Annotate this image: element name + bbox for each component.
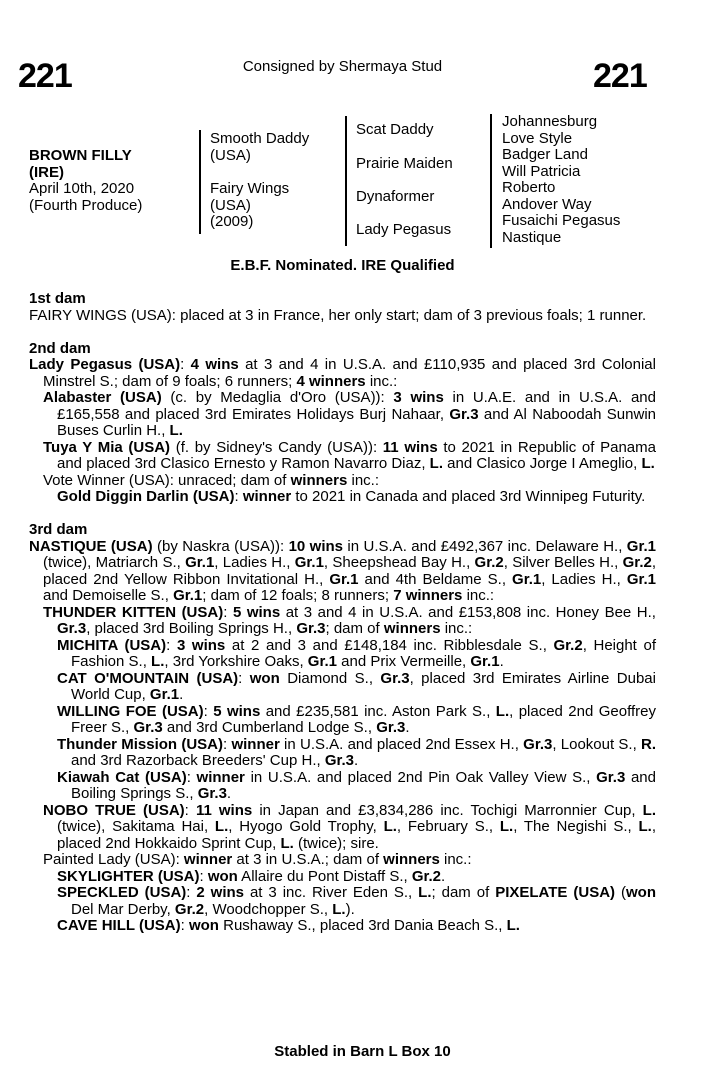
emphasis-text: won	[249, 669, 280, 687]
emphasis-text: Gold Diggin Darlin (USA)	[57, 488, 235, 505]
emphasis-text: won	[207, 867, 238, 885]
emphasis-text: 4 wins	[190, 356, 239, 373]
entry-text: ).	[345, 900, 355, 918]
emphasis-text: Gr.3	[380, 669, 410, 687]
entry-text: ; dam of	[325, 620, 384, 637]
entry-text: inc.:	[347, 471, 379, 489]
emphasis-text: SPECKLED (USA)	[57, 884, 187, 901]
gen2-name: Scat Daddy	[356, 121, 434, 138]
emphasis-text: L.	[506, 917, 520, 934]
entry-text: inc.:	[440, 620, 473, 637]
family-entry	[43, 473, 656, 490]
dam-section-heading: 3rd dam	[29, 521, 88, 538]
entry-text: (c. by Medaglia d'Oro (USA)):	[161, 389, 394, 406]
family-entry	[57, 704, 656, 737]
emphasis-text: L.	[499, 818, 514, 835]
pedigree-divider-3	[490, 114, 492, 248]
emphasis-text: L.	[495, 702, 510, 720]
emphasis-text: Gr.2	[622, 554, 652, 571]
emphasis-text: Gr.2	[553, 636, 583, 654]
emphasis-text: Gr.3	[197, 785, 227, 802]
emphasis-text: CAT O'MOUNTAIN (USA)	[57, 669, 239, 687]
emphasis-text: winners	[383, 620, 441, 637]
entry-text: and Demoiselle S.,	[43, 587, 174, 604]
entry-text: :	[234, 488, 243, 505]
emphasis-text: 5 wins	[232, 603, 281, 621]
entry-text: :	[199, 867, 208, 885]
emphasis-text: Gr.3	[376, 719, 406, 736]
emphasis-text: NOBO TRUE (USA)	[43, 801, 185, 819]
entry-text: :	[238, 669, 250, 687]
horse-name: BROWN FILLY	[29, 147, 132, 164]
family-entry	[57, 885, 656, 918]
entry-text: to 2021 in Canada and placed 3rd Winnipeg Futurity.	[291, 488, 646, 505]
entry-text: at 3 in U.S.A.; dam of	[232, 851, 384, 868]
entry-text: at 3 and 4 in U.S.A. and £110,935 and placed 3rd Colonial Minstrel S.; dam of 9 foals; 6 runners;	[43, 356, 656, 390]
emphasis-text: THUNDER KITTEN (USA)	[43, 603, 224, 621]
gen2-name: Prairie Maiden	[356, 155, 453, 172]
entry-text: :	[184, 801, 196, 819]
entry-text: FAIRY WINGS (USA): placed at 3 in France, her only start; dam of 3 previous foals; 1 runner.	[29, 306, 647, 324]
entry-text: inc.:	[462, 587, 495, 604]
family-entry	[43, 803, 656, 853]
entry-text: , The Negishi S.,	[513, 818, 639, 835]
entry-text: Rushaway S., placed 3rd Dania Beach S.,	[218, 917, 507, 934]
dam-name: Fairy Wings	[210, 180, 290, 197]
emphasis-text: R.	[641, 735, 657, 753]
emphasis-text: L.	[169, 422, 183, 439]
entry-text: , Ladies H.,	[541, 570, 627, 588]
entry-text: , placed 3rd Boiling Springs H.,	[86, 620, 297, 637]
emphasis-text: WILLING FOE (USA)	[57, 702, 204, 720]
entry-text: and 4th Beldame S.,	[358, 570, 513, 588]
family-entry	[43, 605, 656, 638]
emphasis-text: L.	[151, 653, 165, 670]
entry-text: and £235,581 inc. Aston Park S.,	[260, 702, 496, 720]
entry-text: :	[166, 636, 177, 654]
emphasis-text: L.	[332, 900, 346, 918]
emphasis-text: MICHITA (USA)	[57, 636, 167, 654]
family-entry	[57, 671, 656, 704]
entry-text: , Lookout S.,	[552, 735, 642, 753]
entry-text: , Sheepshead Bay H.,	[323, 554, 475, 571]
family-text	[29, 291, 656, 935]
entry-text: , placed 3rd Emirates Airline Dubai World Cup,	[71, 669, 656, 703]
gen3-name: Roberto	[502, 179, 556, 196]
emphasis-text: 7 winners	[393, 587, 463, 604]
consignor: Consigned by Shermaya Stud	[242, 58, 443, 75]
emphasis-text: Gr.3	[523, 735, 553, 753]
emphasis-text: SKYLIGHTER (USA)	[57, 867, 200, 885]
emphasis-text: won	[625, 884, 656, 901]
horse-country: (IRE)	[29, 163, 64, 181]
emphasis-text: Gr.1	[329, 570, 359, 588]
entry-text: , Silver Belles H.,	[503, 554, 623, 571]
family-entry	[57, 869, 656, 886]
emphasis-text: Gr.2	[474, 554, 504, 571]
emphasis-text: Gr.1	[626, 537, 656, 555]
gen3-name: Nastique	[502, 228, 562, 246]
entry-text: , Height of Fashion S.,	[71, 636, 656, 670]
section-gap	[29, 324, 656, 341]
emphasis-text: L.	[383, 818, 397, 835]
entry-text: .	[441, 867, 446, 885]
emphasis-text: 3 wins	[176, 636, 226, 654]
family-entry	[29, 357, 656, 390]
foaling-date: April 10th, 2020	[29, 180, 135, 197]
emphasis-text: PIXELATE (USA)	[495, 884, 616, 901]
emphasis-text: 3 wins	[393, 389, 444, 406]
ebf-status: E.B.F. Nominated. IRE Qualified	[230, 257, 455, 274]
entry-text: :	[203, 702, 214, 720]
emphasis-text: 2 wins	[196, 884, 245, 901]
entry-text: .	[226, 785, 232, 802]
pedigree-divider-2	[345, 116, 347, 246]
entry-text: (by Naskra (USA)):	[152, 537, 289, 555]
entry-text: in U.A.E. and in U.S.A. and £165,558 and placed 3rd Emirates Holidays Burj Nahaar,	[57, 389, 656, 423]
produce-note: (Fourth Produce)	[29, 196, 143, 214]
emphasis-text: 10 wins	[288, 537, 344, 555]
pedigree-divider-1	[199, 130, 201, 234]
emphasis-text: Gr.1	[307, 653, 337, 670]
family-entry	[43, 852, 656, 869]
dam-year: (2009)	[210, 213, 254, 230]
emphasis-text: L.	[641, 455, 655, 472]
entry-text: :	[186, 884, 197, 901]
entry-text: and Al Naboodah Sunwin Buses Curlin H.,	[57, 405, 656, 439]
entry-text: .	[499, 653, 504, 670]
gen2-name: Dynaformer	[356, 188, 435, 205]
entry-text: Allaire du Pont Distaff S.,	[237, 867, 412, 885]
entry-text: at 3 and 4 in U.S.A. and £153,808 inc. Honey Bee H.,	[280, 603, 656, 621]
emphasis-text: Gr.3	[596, 768, 626, 786]
horse-summary	[29, 148, 142, 214]
emphasis-text: L.	[280, 834, 294, 852]
entry-text: and Clasico Jorge I Ameglio,	[443, 455, 642, 472]
dam-country: (USA)	[210, 196, 251, 214]
entry-text: , placed 2nd Geoffrey Freer S.,	[71, 702, 656, 736]
emphasis-text: Gr.1	[626, 570, 657, 588]
dam-section-heading: 2nd dam	[29, 339, 91, 357]
family-entry	[57, 918, 656, 935]
emphasis-text: NASTIQUE (USA)	[29, 537, 153, 555]
family-entry	[29, 308, 656, 325]
entry-text: , placed 2nd Hokkaido Sprint Cup,	[57, 818, 656, 852]
entry-text: :	[180, 356, 191, 373]
family-entry	[57, 770, 656, 803]
entry-text: ; dam of 12 foals; 8 runners;	[202, 587, 394, 604]
emphasis-text: Gr.1	[470, 653, 500, 670]
family-entry	[43, 390, 656, 440]
gen3-name: Badger Land	[502, 146, 588, 163]
entry-text: inc.:	[439, 851, 472, 868]
emphasis-text: CAVE HILL (USA)	[57, 917, 181, 934]
entry-text: and 3rd Cumberland Lodge S.,	[162, 719, 377, 736]
entry-text: inc.:	[365, 372, 398, 390]
emphasis-text: Gr.3	[324, 752, 355, 769]
entry-text: , 3rd Yorkshire Oaks,	[164, 653, 308, 670]
entry-text: Painted Lady (USA):	[43, 851, 184, 868]
emphasis-text: Gr.1	[294, 554, 324, 571]
family-entry	[57, 638, 656, 671]
emphasis-text: Lady Pegasus (USA)	[29, 356, 181, 373]
emphasis-text: Gr.3	[57, 620, 87, 637]
entry-text: (twice), Matriarch S.,	[43, 554, 186, 571]
emphasis-text: L.	[642, 801, 656, 819]
emphasis-text: L.	[418, 884, 432, 901]
emphasis-text: Gr.1	[173, 587, 203, 604]
entry-text: ; dam of	[431, 884, 496, 901]
emphasis-text: L.	[429, 455, 444, 472]
entry-text: and 3rd Razorback Breeders' Cup H.,	[71, 752, 325, 769]
entry-text: Vote Winner (USA): unraced; dam of	[43, 471, 291, 489]
emphasis-text: Gr.3	[133, 719, 163, 736]
family-entry	[29, 539, 656, 605]
emphasis-text: won	[188, 917, 219, 934]
entry-text: (twice), Sakitama Hai,	[57, 818, 215, 835]
gen3-name: Will Patricia	[502, 162, 581, 180]
entry-text: in U.S.A. and placed 2nd Pin Oak Valley View S.,	[244, 768, 597, 786]
lot-number-right: 221	[593, 57, 647, 95]
entry-text: , placed 2nd Yellow Ribbon Invitational H.,	[43, 554, 656, 588]
emphasis-text: Alabaster (USA)	[43, 389, 162, 406]
family-entry	[57, 489, 656, 506]
gen2-name: Lady Pegasus	[356, 221, 452, 238]
entry-text: (twice); sire.	[293, 834, 379, 852]
entry-text: and Boiling Springs S.,	[71, 768, 656, 802]
lot-number-left: 221	[18, 57, 72, 95]
gen3-name: Johannesburg	[502, 113, 598, 130]
emphasis-text: winners	[383, 851, 440, 868]
emphasis-text: Tuya Y Mia (USA)	[43, 438, 171, 456]
pedigree-gen3	[502, 114, 620, 246]
entry-text: :	[180, 917, 189, 934]
sire-name: Smooth Daddy	[210, 130, 310, 147]
emphasis-text: L.	[638, 818, 652, 835]
family-entry	[57, 737, 656, 770]
entry-text: :	[223, 603, 233, 621]
pedigree-dam	[210, 181, 289, 231]
emphasis-text: 4 winners	[296, 372, 366, 390]
entry-text: .	[405, 719, 410, 736]
emphasis-text: L.	[214, 818, 229, 835]
entry-text: , Ladies H.,	[214, 554, 295, 571]
gen3-name: Fusaichi Pegasus	[502, 212, 621, 229]
entry-text: :	[186, 768, 197, 786]
emphasis-text: 5 wins	[213, 702, 261, 720]
entry-text: at 2 and 3 and £148,184 inc. Ribblesdale S.,	[225, 636, 554, 654]
family-entry	[43, 440, 656, 473]
entry-text: :	[223, 735, 232, 753]
sire-country: (USA)	[210, 146, 251, 164]
emphasis-text: winner	[242, 488, 292, 505]
section-gap	[29, 506, 656, 523]
entry-text: .	[354, 752, 359, 769]
emphasis-text: winner	[183, 851, 233, 868]
entry-text: Diamond S.,	[279, 669, 381, 687]
emphasis-text: Gr.1	[149, 686, 180, 703]
emphasis-text: Gr.2	[411, 867, 442, 885]
emphasis-text: Gr.3	[449, 405, 479, 423]
entry-text: (	[615, 884, 626, 901]
entry-text: , Woodchopper S.,	[204, 900, 333, 918]
stabling-info: Stabled in Barn L Box 10	[274, 1043, 451, 1060]
entry-text: (f. by Sidney's Candy (USA)):	[170, 438, 383, 456]
emphasis-text: winners	[290, 471, 348, 489]
entry-text: Del Mar Derby,	[71, 900, 175, 918]
entry-text: in U.S.A. and placed 2nd Essex H.,	[279, 735, 524, 753]
emphasis-text: winner	[231, 735, 280, 753]
emphasis-text: Gr.3	[296, 620, 326, 637]
emphasis-text: 11 wins	[382, 438, 438, 456]
emphasis-text: Gr.1	[512, 570, 542, 588]
emphasis-text: Kiawah Cat (USA)	[57, 768, 187, 786]
emphasis-text: Gr.2	[174, 900, 205, 918]
dam-section-heading: 1st dam	[29, 290, 86, 307]
entry-text: .	[179, 686, 184, 703]
entry-text: , Hyogo Gold Trophy,	[228, 818, 384, 835]
entry-text: at 3 inc. River Eden S.,	[244, 884, 419, 901]
gen3-name: Andover Way	[502, 195, 592, 213]
entry-text: in U.S.A. and £492,367 inc. Delaware H.,	[343, 537, 627, 555]
pedigree-sire	[210, 131, 309, 164]
entry-text: , February S.,	[396, 818, 500, 835]
emphasis-text: Thunder Mission (USA)	[57, 735, 224, 753]
entry-text: to 2021 in Republic of Panama and placed 3rd Clasico Ernesto y Ramon Navarro Diaz,	[57, 438, 656, 472]
emphasis-text: 11 wins	[195, 801, 253, 819]
gen3-name: Love Style	[502, 129, 573, 147]
emphasis-text: winner	[196, 768, 245, 786]
entry-text: and Prix Vermeille,	[336, 653, 471, 670]
entry-text: in Japan and £3,834,286 inc. Tochigi Marronnier Cup,	[252, 801, 643, 819]
emphasis-text: Gr.1	[185, 554, 215, 571]
